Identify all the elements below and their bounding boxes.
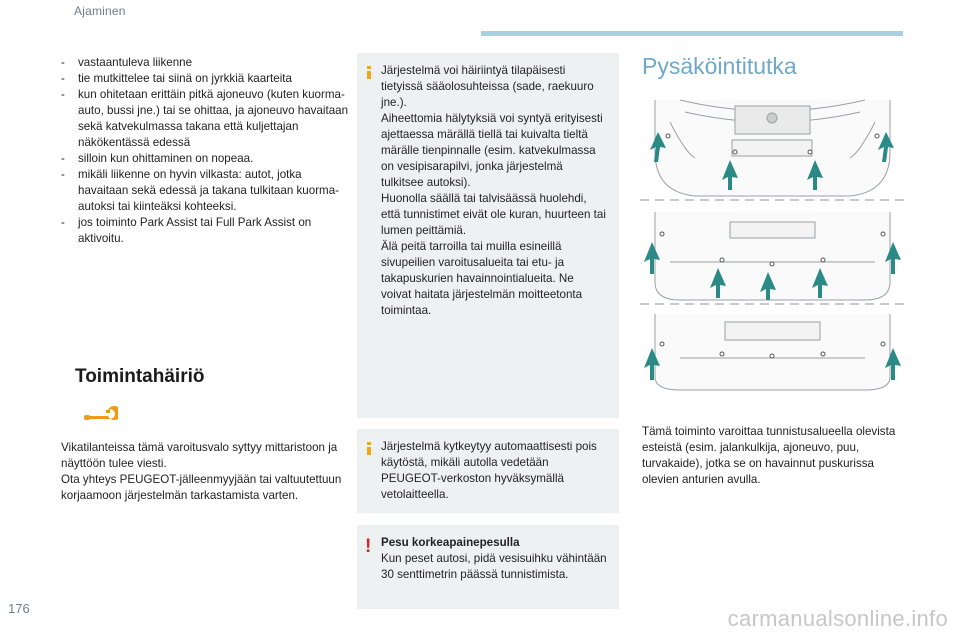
info-text: Järjestelmä voi häiriintyä tilapäisesti tietyissä sääolosuhteissa (sade, raekuuro jne.). Aiheettomia hälytyksiä voi syntyä erityisesti ajettaessa märällä tiellä tai kuivalta tieltä märälle tienpinnalle (esim. katvekulmassa on vesipisarapilvi, jonka järjestelmä tulkitsee autoksi). Huonolla säällä tai talvisäässä huolehdi, että tunnistimet eivät ole kuran, huurteen tai lumen peittämiä. Älä peitä tarroilla tai muilla esineillä sivupeilien varoitusalueita tai etu- ja takapuskurien havainnointialueita. Ne voivat haitata järjestelmän moitteetonta toimintaa. <box>381 64 606 317</box>
warning-box-pressure-wash <box>357 525 619 609</box>
exclamation-icon: ! <box>365 536 372 557</box>
info-text: Järjestelmä kytkeytyy automaattisesti pois käytöstä, mikäli autolla vedetään PEUGEOT-verkoston hyväksymällä vetolaitteella. <box>381 440 597 501</box>
info-icon <box>366 442 372 455</box>
list-item: - vastaantuleva liikenne <box>60 55 350 71</box>
watermark-text: carmanualsonline.info <box>727 606 948 631</box>
header-section-title: Ajaminen <box>74 4 126 18</box>
parking-sensor-description: Tämä toiminto varoittaa tunnistusalueella olevista esteistä (esim. jalankulkija, ajoneuvo, puu, turvakaide), jotka se on havainnut puskurissa olevien anturien avulla. <box>642 425 896 486</box>
list-item: - kun ohitetaan erittäin pitkä ajoneuvo (kuten kuorma-auto, bussi jne.) tai se ohittaa, ja ajoneuvo havaitaan sekä katvekulmassa takana että kuljettajan näkökentässä edessä <box>60 87 350 151</box>
list-item: - mikäli liikenne on hyvin vilkasta: autot, jotka havaitaan sekä edessä ja takana tulkitaan kuorma-autoksi tai kiinteäksi kohteeksi. <box>60 167 350 215</box>
warning-text: Kun peset autosi, pidä vesisuihku vähintään 30 senttimetrin päässä tunnistimista. <box>381 552 607 581</box>
warning-title: Pesu korkeapainepesulla <box>381 536 520 549</box>
list-item: - jos toiminto Park Assist tai Full Park Assist on aktivoitu. <box>60 215 350 247</box>
malfunction-text: Vikatilanteissa tämä varoitusvalo syttyy mittaristoon ja näyttöön tulee viesti. Ota yhteys PEUGEOT-jälleenmyyjään tai valtuutettuun korjaamoon järjestelmän tarkastamista varten. <box>61 441 342 502</box>
info-box-weather <box>357 53 619 418</box>
info-box-towing <box>357 429 619 513</box>
info-icon <box>366 66 372 79</box>
parking-sensor-heading: Pysäköintitutka <box>642 53 797 79</box>
malfunction-heading: Toimintahäiriö <box>75 366 205 387</box>
list-item: - silloin kun ohittaminen on nopeaa. <box>60 151 350 167</box>
list-item: - tie mutkittelee tai siinä on jyrkkiä kaarteita <box>60 71 350 87</box>
front-bumper-illustration <box>655 100 890 196</box>
header-accent-bar <box>481 31 903 36</box>
rear-bumper-illustration-2 <box>655 314 890 390</box>
page-number: 176 <box>8 601 30 616</box>
wrench-icon <box>84 405 118 423</box>
parking-sensor-bumpers-illustration <box>640 92 905 392</box>
limitations-list <box>60 55 350 247</box>
